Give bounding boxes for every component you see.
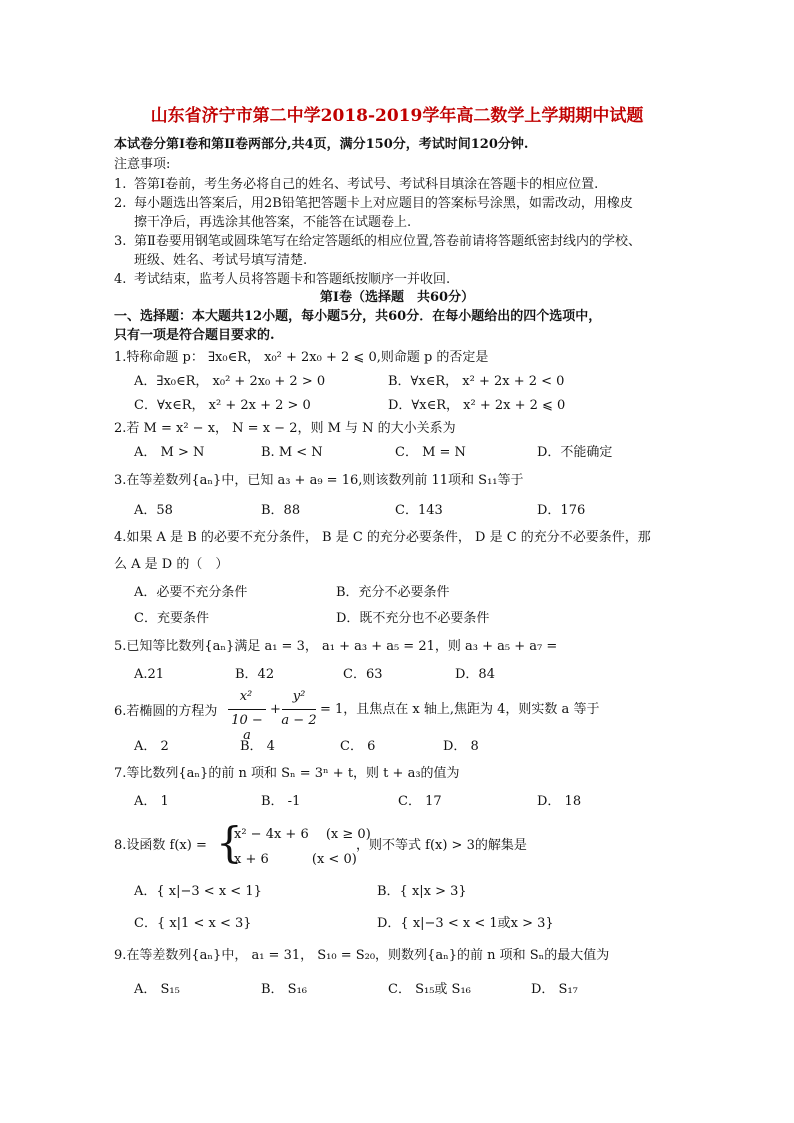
exam-info: 本试卷分第Ⅰ卷和第Ⅱ卷两部分,共4页，满分150分，考试时间120分钟. [114, 137, 529, 152]
section-heading: 第Ⅰ卷（选择题 共60分） [319, 290, 475, 305]
q8-option-a: A．{ x|−3 < x < 1} [134, 884, 262, 899]
q6-option-a: A． 2 [134, 739, 169, 754]
question-7-stem: 7.等比数列{aₙ}的前 n 项和 Sₙ = 3ⁿ + t，则 t + a₃的值为 [114, 766, 460, 781]
q5-option-a: A.21 [134, 667, 165, 682]
part-instruction: 只有一项是符合题目要求的. [114, 328, 275, 343]
question-9-stem: 9.在等差数列{aₙ}中， a₁ = 31， S₁₀ = S₂₀，则数列{aₙ}的前 n 项和 Sₙ的最大值为 [114, 948, 610, 963]
q6-option-c: C． 6 [340, 739, 376, 754]
q9-option-d: D． S₁₇ [531, 982, 578, 997]
q3-option-c: C．143 [395, 503, 443, 518]
fraction-bar [228, 709, 266, 710]
q6-option-b: B． 4 [240, 739, 275, 754]
question-1-stem: 1.特称命题 p： ∃x₀∈R， x₀² + 2x₀ + 2 ⩽ 0,则命题 p 的否定是 [114, 350, 489, 365]
fraction-bar [282, 709, 316, 710]
notice-heading: 注意事项: [114, 157, 171, 172]
fraction-numerator: x² [239, 689, 253, 704]
question-2-stem: 2.若 M = x² − x， N = x − 2，则 M 与 N 的大小关系为 [114, 421, 456, 436]
q5-option-d: D．84 [455, 667, 495, 682]
q8-option-c: C．{ x|1 < x < 3} [134, 916, 252, 931]
notice-line: 班级、姓名、考试号填写清楚. [134, 253, 308, 268]
fraction-denominator: a − 2 [281, 713, 317, 728]
fraction-denominator: 10 − a [231, 713, 263, 743]
left-brace: { [216, 818, 243, 867]
page-title: 山东省济宁市第二中学2018-2019学年高二数学上学期期中试题 [150, 106, 644, 126]
notice-number: 3. [114, 234, 127, 249]
q1-option-b: B．∀x∈R， x² + 2x + 2 < 0 [388, 374, 565, 389]
notice-line: 擦干净后，再选涂其他答案，不能答在试题卷上. [134, 215, 412, 230]
q5-option-b: B．42 [235, 667, 275, 682]
notice-line: 第Ⅱ卷要用钢笔或圆珠笔写在给定答题纸的相应位置,答卷前请将答题纸密封线内的学校、 [134, 234, 641, 249]
part-instruction: 一、选择题：本大题共12小题，每小题5分，共60分．在每小题给出的四个选项中， [114, 309, 602, 324]
q8-option-d: D．{ x|−3 < x < 1或x > 3} [377, 916, 554, 931]
q2-option-d: D．不能确定 [537, 445, 613, 460]
question-5-stem: 5.已知等比数列{aₙ}满足 a₁ = 3， a₁ + a₃ + a₅ = 21，则 a₃ + a₅ + a₇ = [114, 639, 558, 654]
q7-option-b: B． -1 [261, 794, 301, 809]
question-6-prefix: 6.若椭圆的方程为 [114, 704, 218, 719]
q3-option-b: B．88 [261, 503, 301, 518]
q3-option-a: A．58 [134, 503, 173, 518]
q1-option-c: C．∀x∈R， x² + 2x + 2 > 0 [134, 398, 311, 413]
q3-option-d: D．176 [537, 503, 586, 518]
question-6-suffix: = 1，且焦点在 x 轴上,焦距为 4，则实数 a 等于 [320, 702, 600, 717]
q4-option-a: A．必要不充分条件 [134, 585, 248, 600]
question-4-stem: 4.如果 A 是 B 的必要不充分条件， B 是 C 的充分必要条件， D 是 C 的充分不必要条件，那 [114, 530, 651, 545]
q4-option-b: B．充分不必要条件 [336, 585, 450, 600]
q2-option-b: B. M < N [261, 445, 323, 460]
q7-option-d: D． 18 [537, 794, 582, 809]
notice-line: 考试结束，监考人员将答题卡和答题纸按顺序一并收回. [134, 272, 451, 287]
q7-option-c: C． 17 [398, 794, 442, 809]
q2-option-a: A． M > N [134, 445, 205, 460]
piecewise-case-1: x² − 4x + 6 (x ≥ 0) [234, 827, 371, 842]
q9-option-a: A． S₁₅ [134, 982, 180, 997]
q9-option-c: C． S₁₅或 S₁₆ [388, 982, 471, 997]
q4-option-d: D．既不充分也不必要条件 [336, 611, 490, 626]
q9-option-b: B． S₁₆ [261, 982, 308, 997]
question-4-stem-cont: 么 A 是 D 的（ ） [114, 557, 229, 572]
question-3-stem: 3.在等差数列{aₙ}中，已知 a₃ + a₉ = 16,则该数列前 11项和 S₁₁等于 [114, 473, 524, 488]
question-8-suffix: ，则不等式 f(x) > 3的解集是 [356, 838, 527, 853]
q4-option-c: C．充要条件 [134, 611, 209, 626]
plus-sign: + [270, 702, 281, 717]
notice-line: 每小题选出答案后，用2B铅笔把答题卡上对应题目的答案标号涂黑，如需改动，用橡皮 [134, 196, 633, 211]
q1-option-d: D．∀x∈R， x² + 2x + 2 ⩽ 0 [388, 398, 566, 413]
q2-option-c: C． M = N [395, 445, 466, 460]
question-8-prefix: 8.设函数 f(x) = [114, 838, 207, 853]
notice-number: 2. [114, 196, 127, 211]
q6-option-d: D． 8 [443, 739, 479, 754]
q5-option-c: C．63 [343, 667, 383, 682]
piecewise-case-2: x + 6 (x < 0) [234, 852, 357, 867]
q7-option-a: A． 1 [134, 794, 169, 809]
notice-number: 1. [114, 177, 127, 192]
q1-option-a: A．∃x₀∈R， x₀² + 2x₀ + 2 > 0 [134, 374, 326, 389]
q8-option-b: B．{ x|x > 3} [377, 884, 467, 899]
fraction-numerator: y² [292, 689, 306, 704]
notice-number: 4. [114, 272, 127, 287]
notice-line: 答第Ⅰ卷前，考生务必将自己的姓名、考试号、考试科目填涂在答题卡的相应位置. [134, 177, 599, 192]
